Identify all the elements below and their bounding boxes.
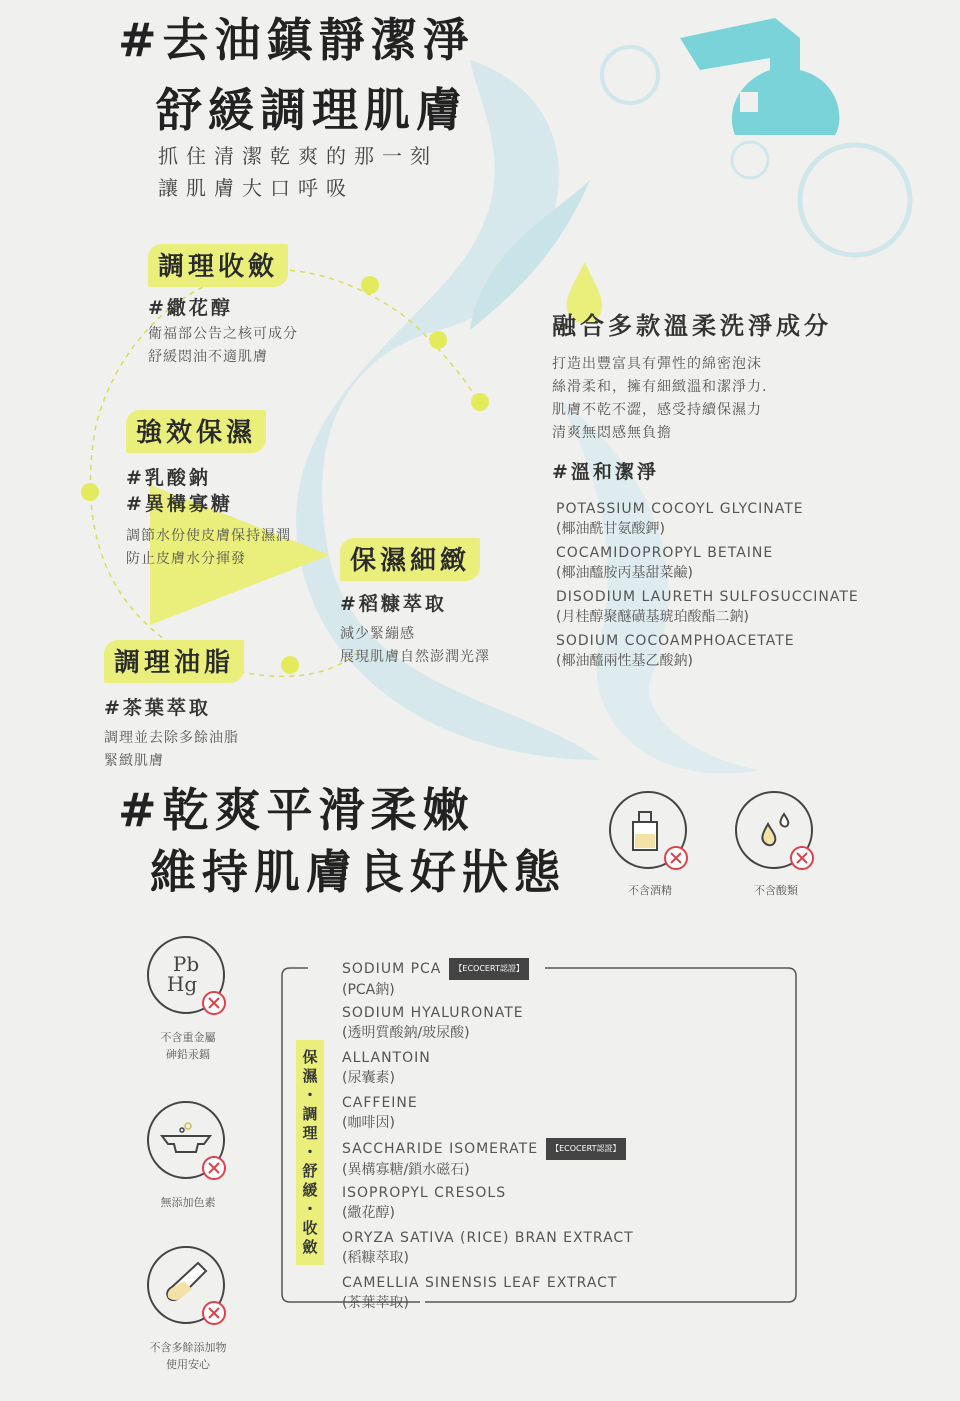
ingredient-item — [342, 958, 634, 1003]
cleansing-ingredient — [556, 499, 859, 539]
cleansing-desc — [552, 353, 859, 445]
ecocert-badge: 【ECOCERT認證】 — [449, 958, 528, 980]
cleansing-desc-line: 打造出豐富具有彈性的綿密泡沫 — [552, 356, 762, 372]
ingredient-item — [342, 1003, 634, 1048]
pump-bottle-icon — [680, 18, 839, 135]
feature-heading: 調理油脂 — [104, 640, 244, 683]
alcohol-free-badge — [608, 790, 692, 899]
ingredient-zh: (繖花醇) — [342, 1205, 395, 1221]
ingredient-en: SACCHARIDE ISOMERATE 【ECOCERT認證】 — [342, 1138, 634, 1160]
ingredient-zh: (尿囊素) — [342, 1070, 395, 1086]
colorant-label: 無添加色素 — [160, 1196, 216, 1209]
ingredient-item — [342, 1273, 634, 1318]
alcohol-free-label: 不含酒精 — [628, 884, 672, 897]
vertical-char: ・ — [302, 1086, 318, 1104]
heavy-metal-sublabel: 砷鉛汞鎘 — [166, 1048, 210, 1061]
feature-tag: #茶葉萃取 — [104, 697, 211, 719]
vertical-char: 收 — [302, 1219, 318, 1237]
cleansing-desc-line: 清爽無悶感無負擔 — [552, 425, 672, 441]
ingredient-en: CAMELLIA SINENSIS LEAF EXTRACT — [342, 1275, 618, 1291]
hero-title — [118, 12, 475, 138]
section2-title-line2: 維持肌膚良好狀態 — [150, 845, 566, 899]
ingredient-zh: (PCA鈉) — [342, 982, 395, 998]
vertical-char: ・ — [302, 1200, 318, 1218]
hero-title-line2: 舒緩調理肌膚 — [156, 83, 468, 137]
feature-oil-control — [104, 640, 244, 773]
path-dot — [361, 276, 379, 294]
vertical-char: 濕 — [302, 1067, 318, 1085]
vertical-char: 緩 — [302, 1181, 318, 1199]
ingredient-en: COCAMIDOPROPYL BETAINE — [556, 545, 774, 561]
section2-title — [118, 782, 566, 900]
cleansing-tag: #溫和潔淨 — [552, 461, 659, 483]
heavy-metal-icon — [146, 935, 230, 1019]
feature-desc: 衛福部公告之核可成分 — [148, 326, 298, 342]
hero-title-line1: #去油鎮靜潔淨 — [118, 13, 475, 67]
additive-free-badge — [146, 1245, 230, 1373]
cleansing-ingredient — [556, 587, 859, 627]
heavy-metal-label: 不含重金屬 — [160, 1031, 216, 1044]
ingredient-zh: (椰油醯胺丙基甜菜鹼) — [556, 565, 693, 581]
ingredient-en: ISOPROPYL CRESOLS — [342, 1185, 507, 1201]
cleansing-ingredient — [556, 631, 859, 671]
cleansing-section — [552, 306, 859, 671]
vertical-char: 理 — [302, 1124, 318, 1142]
hero-sub-line1: 抓住清潔乾爽的那一刻 — [158, 144, 438, 168]
feature-tag: #乳酸鈉 — [126, 467, 211, 489]
ingredient-item — [342, 1138, 634, 1183]
ingredient-zh: (椰油醯兩性基乙酸鈉) — [556, 653, 693, 669]
acid-free-label: 不含酸類 — [754, 884, 798, 897]
vertical-char: 保 — [302, 1048, 318, 1066]
acid-free-badge — [734, 790, 818, 899]
section2-title-line1: #乾爽平滑柔嫩 — [118, 783, 475, 837]
bubble — [800, 145, 910, 255]
ingredient-en: SODIUM COCOAMPHOACETATE — [556, 633, 795, 649]
ingredient-zh: (茶葉萃取) — [342, 1295, 409, 1311]
bubble — [732, 142, 768, 178]
feature-fine-moist — [340, 538, 490, 669]
feature-desc: 減少緊繃感 — [340, 626, 415, 642]
ingredient-zh: (咖啡因) — [342, 1115, 395, 1131]
ingredient-en: CAFFEINE — [342, 1095, 418, 1111]
ecocert-badge: 【ECOCERT認證】 — [546, 1138, 625, 1160]
hero-subtitle — [158, 140, 438, 204]
ingredient-list — [342, 958, 634, 1318]
path-dot — [471, 393, 489, 411]
bubble — [602, 47, 658, 103]
feature-heading: 保濕細緻 — [340, 538, 480, 581]
feature-desc: 調理並去除多餘油脂 — [104, 730, 239, 746]
vertical-char: 舒 — [302, 1162, 318, 1180]
hero-sub-line2: 讓肌膚大口呼吸 — [158, 176, 354, 200]
ingredient-en: DISODIUM LAURETH SULFOSUCCINATE — [556, 589, 859, 605]
cleansing-desc-line: 肌膚不乾不澀，感受持續保濕力 — [552, 402, 762, 418]
vertical-char: 斂 — [302, 1238, 318, 1256]
ingredient-item — [342, 1048, 634, 1093]
ingredient-zh: (椰油酰甘氨酸鉀) — [556, 521, 665, 537]
ingredient-en: SODIUM PCA 【ECOCERT認證】 — [342, 958, 634, 980]
colorant-free-badge — [146, 1100, 230, 1211]
feature-tag: #異構寡糖 — [126, 493, 233, 515]
path-dot — [429, 331, 447, 349]
ingredient-en: ALLANTOIN — [342, 1050, 431, 1066]
test-tube-icon — [146, 1245, 230, 1329]
feature-heading: 強效保濕 — [126, 410, 266, 453]
vertical-char: ・ — [302, 1143, 318, 1161]
feature-desc: 展現肌膚自然澎潤光澤 — [340, 649, 490, 665]
additive-sublabel: 使用安心 — [166, 1358, 210, 1371]
vertical-char: 調 — [302, 1105, 318, 1123]
feature-heading: 調理收斂 — [148, 244, 288, 287]
feature-desc: 防止皮膚水分揮發 — [126, 551, 246, 567]
ingredient-en: POTASSIUM COCOYL GLYCINATE — [556, 501, 804, 517]
ingredient-zh: (透明質酸鈉/玻尿酸) — [342, 1025, 470, 1041]
ingredient-en: ORYZA SATIVA (RICE) BRAN EXTRACT — [342, 1230, 634, 1246]
vertical-benefit-label — [296, 1040, 324, 1265]
ingredient-zh: (月桂醇聚醚磺基琥珀酸酯二鈉) — [556, 609, 749, 625]
colorant-icon — [146, 1100, 230, 1184]
feature-desc: 調節水份使皮膚保持濕潤 — [126, 528, 291, 544]
cleansing-ingredient — [556, 543, 859, 583]
hg-glyph: Hg — [166, 972, 198, 996]
ingredient-item — [342, 1093, 634, 1138]
cleansing-ingredient-list — [556, 499, 859, 671]
path-dot — [81, 483, 99, 501]
feature-desc: 舒緩悶油不適肌膚 — [148, 349, 268, 365]
pb-glyph: Pb — [172, 952, 200, 976]
feature-tag: #稻糠萃取 — [340, 593, 447, 615]
alcohol-bottle-icon — [608, 790, 692, 874]
path-dot — [281, 656, 299, 674]
ingredient-item — [342, 1228, 634, 1273]
feature-regulate-astringe — [148, 244, 298, 369]
feature-desc: 緊緻肌膚 — [104, 753, 164, 769]
ingredient-item — [342, 1183, 634, 1228]
feature-tag: #繖花醇 — [148, 297, 233, 319]
additive-label: 不含多餘添加物 — [149, 1341, 227, 1354]
heavy-metal-free-badge — [146, 935, 230, 1063]
ingredient-zh: (異構寡糖/鎖水磁石) — [342, 1162, 470, 1178]
feature-strong-moist — [126, 410, 291, 571]
ingredient-zh: (稻糠萃取) — [342, 1250, 409, 1266]
cleansing-heading: 融合多款溫柔洗淨成分 — [552, 312, 832, 340]
acid-drops-icon — [734, 790, 818, 874]
cleansing-desc-line: 絲滑柔和，擁有細緻溫和潔淨力. — [552, 379, 768, 395]
ingredient-en: SODIUM HYALURONATE — [342, 1005, 524, 1021]
